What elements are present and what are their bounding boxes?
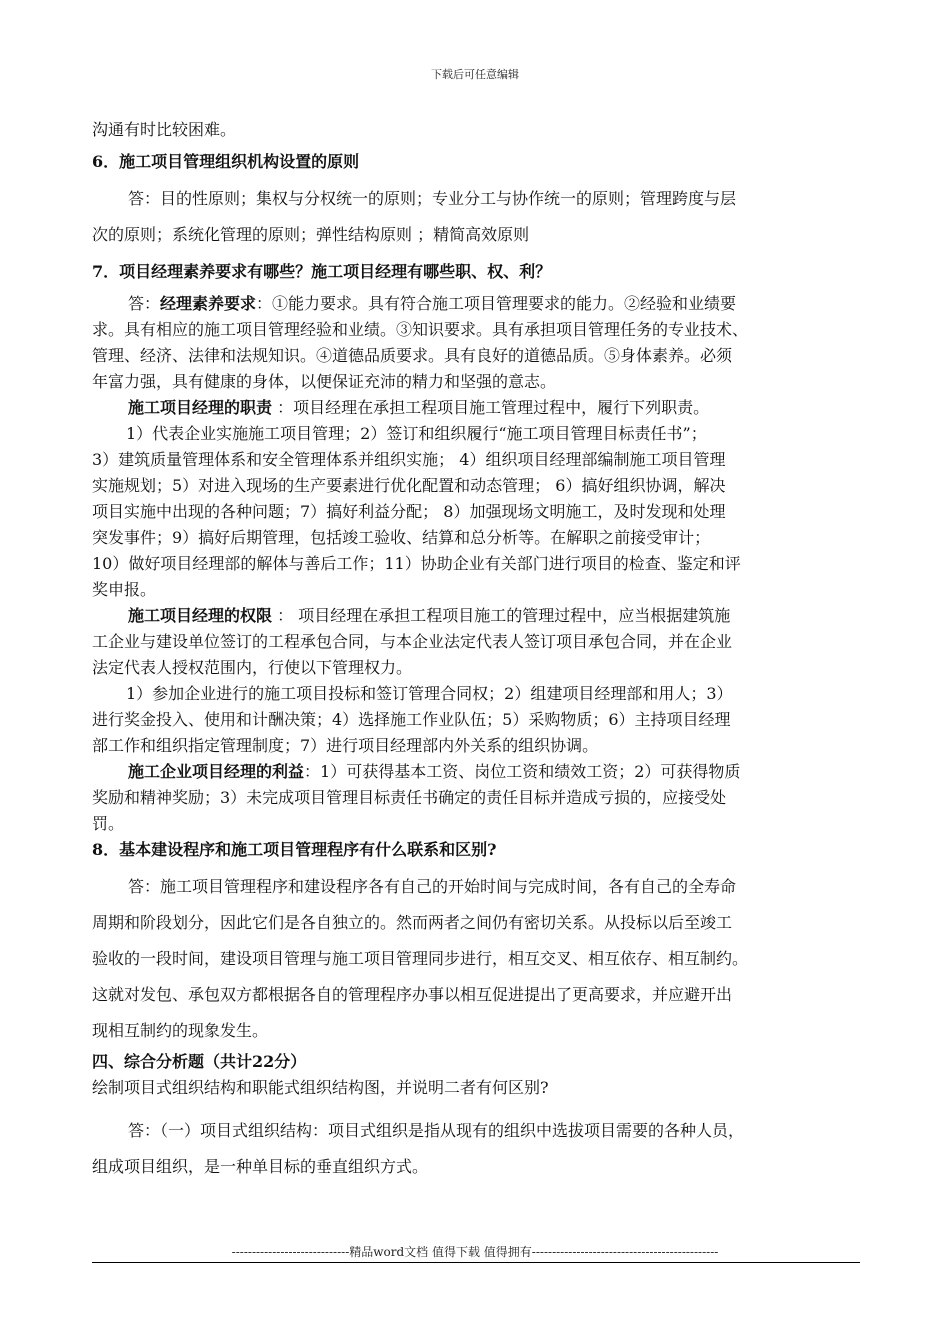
section-4-answer-line: 答：（一）项目式组织结构：项目式组织是指从现有的组织中选拔项目需要的各种人员， bbox=[128, 1121, 745, 1140]
question-7-answer-line: 求。具有相应的施工项目管理经验和业绩。③知识要求。具有承担项目管理任务的专业技术、 bbox=[92, 320, 749, 339]
footer-rule bbox=[92, 1262, 860, 1263]
authority-line: 工企业与建设单位签订的工程承包合同，与本企业法定代表人签订项目承包合同，并在企业 bbox=[92, 632, 733, 651]
duties-intro-text: ：项目经理在承担工程项目施工管理过程中，履行下列职责。 bbox=[272, 398, 710, 417]
question-6-answer-line: 次的原则；系统化管理的原则；弹性结构原则 ；精简高效原则 bbox=[92, 225, 530, 244]
question-8-answer-line: 周期和阶段划分，因此它们是各自独立的。然而两者之间仍有密切关系。从投标以后至竣工 bbox=[92, 913, 733, 932]
qualification-label: 经理素养要求 bbox=[160, 294, 257, 313]
duties-line: 奖申报。 bbox=[92, 580, 157, 599]
benefits-line: 奖励和精神奖励；3）未完成项目管理目标责任书确定的责任目标并造成亏损的，应接受处 bbox=[92, 788, 727, 807]
paragraph-continuation: 沟通有时比较困难。 bbox=[92, 120, 237, 139]
answer-prefix: 答： bbox=[128, 294, 161, 313]
authority-line: 进行奖金投入、使用和计酬决策；4）选择施工作业队伍；5）采购物质；6）主持项目经理 bbox=[92, 710, 731, 729]
page-header-note: 下载后可任意编辑 bbox=[431, 68, 519, 81]
question-7-answer-line: 年富力强，具有健康的身体，以便保证充沛的精力和坚强的意志。 bbox=[92, 372, 557, 391]
benefits-intro-text: ：1）可获得基本工资、岗位工资和绩效工资；2）可获得物质 bbox=[304, 762, 741, 781]
duties-line: 1）代表企业实施施工项目管理；2）签订和组织履行“施工项目管理目标责任书”； bbox=[126, 424, 707, 443]
document-body bbox=[92, 117, 862, 1185]
duties-label: 施工项目经理的职责 bbox=[128, 398, 273, 417]
question-8-answer-line: 现相互制约的现象发生。 bbox=[92, 1021, 269, 1040]
question-7-heading: 7．项目经理素养要求有哪些？施工项目经理有哪些职、权、利？ bbox=[92, 262, 552, 281]
question-6-answer-line: 答：目的性原则；集权与分权统一的原则；专业分工与协作统一的原则；管理跨度与层 bbox=[128, 189, 737, 208]
duties-line: 10）做好项目经理部的解体与善后工作；11）协助企业有关部门进行项目的检查、鉴定和评 bbox=[92, 554, 741, 573]
question-8-answer-line: 这就对发包、承包双方都根据各自的管理程序办事以相互促进提出了更高要求，并应避开出 bbox=[92, 985, 733, 1004]
question-7-answer-line: 管理、经济、法律和法规知识。④道德品质要求。具有良好的道德品质。⑤身体素养。必须 bbox=[92, 346, 733, 365]
question-8-answer-line: 验收的一段时间，建设项目管理与施工项目管理同步进行，相互交叉、相互依存、相互制约。 bbox=[92, 949, 749, 968]
duties-line: 突发事件；9）搞好后期管理，包括竣工验收、结算和总分析等。在解职之前接受审计； bbox=[92, 528, 711, 547]
benefits-label: 施工企业项目经理的利益 bbox=[128, 762, 305, 781]
authority-line: 1）参加企业进行的施工项目投标和签订管理合同权；2）组建项目经理部和用人；3） bbox=[126, 684, 733, 703]
duties-line: 项目实施中出现的各种问题；7）搞好利益分配； 8）加强现场文明施工，及时发现和处理 bbox=[92, 502, 726, 521]
section-4-heading: 四、综合分析题（共计22分） bbox=[92, 1052, 307, 1071]
section-4-question: 绘制项目式组织结构和职能式组织结构图，并说明二者有何区别? bbox=[92, 1078, 549, 1097]
duties-intro-line bbox=[92, 395, 862, 421]
duties-line: 实施规划；5）对进入现场的生产要素进行优化配置和动态管理； 6）搞好组织协调，解决 bbox=[92, 476, 726, 495]
question-8-heading: 8．基本建设程序和施工项目管理程序有什么联系和区别? bbox=[92, 840, 497, 859]
authority-intro-line bbox=[92, 603, 862, 629]
question-6-heading: 6．施工项目管理组织机构设置的原则 bbox=[92, 152, 360, 171]
authority-label: 施工项目经理的权限 bbox=[128, 606, 273, 625]
benefits-intro-line bbox=[92, 759, 862, 785]
section-4-answer-line: 组成项目组织，是一种单目标的垂直组织方式。 bbox=[92, 1157, 429, 1176]
answer-text: ：①能力要求。具有符合施工项目管理要求的能力。②经验和业绩要 bbox=[256, 294, 737, 313]
authority-intro-text: ： 项目经理在承担工程项目施工的管理过程中，应当根据建筑施 bbox=[272, 606, 731, 625]
question-8-answer-line: 答：施工项目管理程序和建设程序各有自己的开始时间与完成时间，各有自己的全寿命 bbox=[128, 877, 737, 896]
benefits-line: 罚。 bbox=[92, 814, 125, 833]
authority-line: 部工作和组织指定管理制度；7）进行项目经理部内外关系的组织协调。 bbox=[92, 736, 599, 755]
duties-line: 3）建筑质量管理体系和安全管理体系并组织实施； 4）组织项目经理部编制施工项目管理 bbox=[92, 450, 726, 469]
page-footer-text: -----------------------------精品word文档 值得下载 值得拥有---------------------------------------------- bbox=[231, 1245, 719, 1259]
authority-line: 法定代表人授权范围内，行使以下管理权力。 bbox=[92, 658, 413, 677]
question-7-answer-line bbox=[92, 291, 862, 317]
